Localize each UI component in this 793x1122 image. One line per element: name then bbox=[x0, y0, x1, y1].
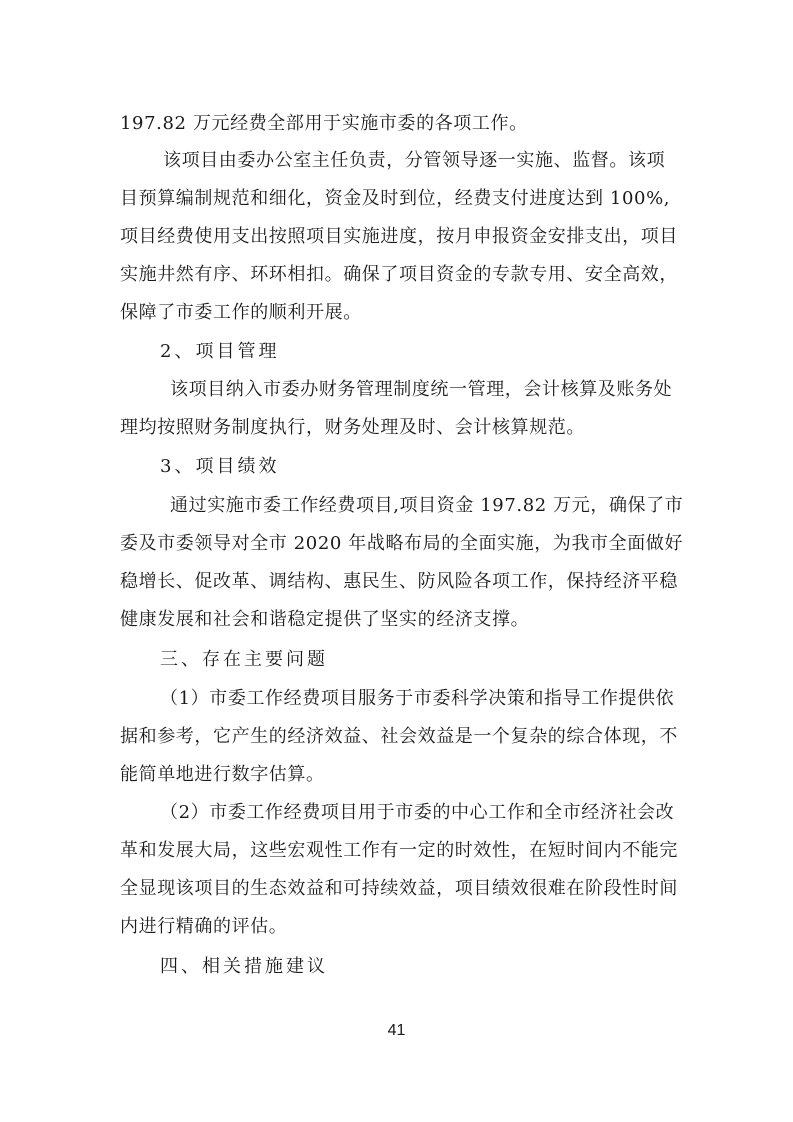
section-heading-project-performance: 3、项目绩效 bbox=[160, 456, 280, 477]
text-line: 目预算编制规范和细化，资金及时到位，经费支付进度达到 100%, bbox=[120, 188, 671, 209]
paragraph-first-line: （2）市委工作经费项目用于市委的中心工作和全市经济社会改 bbox=[160, 802, 675, 823]
paragraph-first-line: （1）市委工作经费项目服务于市委科学决策和指导工作提供依 bbox=[160, 688, 675, 709]
text-line: 保障了市委工作的顺利开展。 bbox=[120, 302, 362, 323]
paragraph-first-line: 该项目纳入市委办财务管理制度统一管理，会计核算及账务处 bbox=[170, 379, 673, 400]
text-line: 全显现该项目的生态效益和可持续效益，项目绩效很难在阶段性时间 bbox=[120, 878, 678, 899]
text-line: 委及市委领导对全市 2020 年战略布局的全面实施，为我市全面做好 bbox=[120, 533, 684, 554]
text-line: 健康发展和社会和谐稳定提供了坚实的经济支撑。 bbox=[120, 609, 530, 630]
text-line: 理均按照财务制度执行，财务处理及时、会计核算规范。 bbox=[120, 417, 585, 438]
text-line: 内进行精确的评估。 bbox=[120, 916, 288, 937]
text-line: 据和参考，它产生的经济效益、社会效益是一个复杂的综合体现，不 bbox=[120, 726, 678, 747]
page-number: 41 bbox=[387, 1022, 406, 1039]
text-line: 实施井然有序、环环相扣。确保了项目资金的专款专用、安全高效， bbox=[120, 264, 678, 285]
section-heading-project-management: 2、项目管理 bbox=[160, 341, 280, 362]
section-heading-main-problems: 三、存在主要问题 bbox=[160, 649, 328, 670]
section-heading-recommendations: 四、相关措施建议 bbox=[160, 956, 328, 977]
text-line: 197.82 万元经费全部用于实施市委的各项工作。 bbox=[120, 113, 528, 134]
text-line: 项目经费使用支出按照项目实施进度，按月申报资金安排支出，项目 bbox=[120, 226, 678, 247]
text-line: 革和发展大局，这些宏观性工作有一定的时效性，在短时间内不能完 bbox=[120, 840, 678, 861]
paragraph-first-line: 该项目由委办公室主任负责，分管领导逐一实施、监督。该项 bbox=[163, 150, 666, 171]
text-line: 稳增长、促改革、调结构、惠民生、防风险各项工作，保持经济平稳 bbox=[120, 571, 678, 592]
text-line: 能简单地进行数字估算。 bbox=[120, 764, 325, 785]
paragraph-first-line: 通过实施市委工作经费项目,项目资金 197.82 万元，确保了市 bbox=[170, 495, 684, 516]
